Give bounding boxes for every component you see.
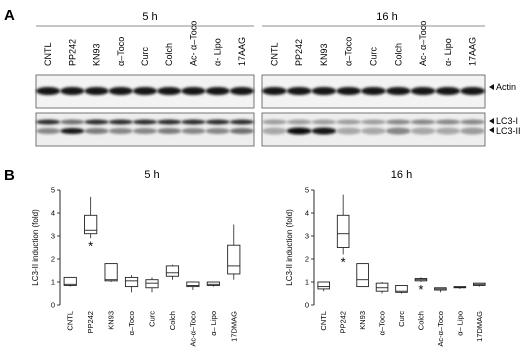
box (228, 245, 240, 274)
y-tick-label: 1 (50, 277, 55, 287)
actin-band (312, 87, 337, 95)
box-chart-16h (285, 169, 485, 347)
lc3ii-band (157, 128, 181, 134)
lane-label: Ac- α–Toco (188, 20, 199, 66)
box (85, 215, 97, 233)
category-label: Curc (397, 311, 406, 327)
actin-band (36, 87, 60, 95)
y-tick-label: 3 (50, 231, 55, 241)
lane-label: α–Toco (115, 36, 126, 66)
box (146, 280, 158, 288)
lc3i-band (206, 120, 230, 125)
y-tick-label: 3 (304, 231, 309, 241)
lc3ii-arrow-icon (489, 127, 494, 133)
box (357, 264, 369, 287)
lane-label: 17AAG (236, 36, 247, 66)
actin-arrow-icon (489, 84, 494, 90)
actin-band (361, 87, 386, 95)
lc3ii-label: LC3-II (496, 126, 521, 136)
actin-band (230, 87, 254, 95)
box (105, 264, 117, 281)
lane-label: α- Lipo (212, 38, 223, 66)
lc3i-band (230, 120, 254, 125)
y-tick-label: 0 (304, 300, 309, 310)
actin-band (336, 87, 361, 95)
actin-band (181, 87, 205, 95)
lc3ii-band (133, 128, 157, 134)
actin-band (206, 87, 230, 95)
lc3ii-band (386, 128, 411, 135)
significance-star: * (418, 282, 424, 297)
lc3ii-band (60, 128, 84, 134)
chart-title: 5 h (144, 169, 160, 181)
lc3i-band (262, 120, 287, 125)
box (125, 277, 137, 286)
box (376, 283, 388, 291)
lc3i-band (361, 120, 386, 125)
lc3i-band (157, 120, 181, 125)
actin-band (411, 87, 436, 95)
box (187, 282, 199, 287)
lane-label: Ac- α–Toco (418, 20, 429, 66)
lc3ii-band (287, 128, 312, 135)
category-label: α– Lipo (208, 311, 218, 336)
actin-band (460, 87, 485, 95)
lc3ii-band (411, 128, 436, 135)
lc3i-band (386, 120, 411, 125)
category-label: Ac-α–Toco (435, 311, 445, 347)
lane-labels-16h (269, 21, 477, 66)
lc3ii-band (84, 128, 108, 134)
category-label: α–Toco (377, 311, 387, 336)
y-tick-label: 2 (304, 254, 309, 264)
time-label-5h: 5 h (142, 11, 158, 23)
lc3ii-band (230, 128, 254, 134)
lc3i-band (287, 120, 312, 125)
lane-label: KN93 (318, 43, 329, 66)
box (337, 215, 349, 247)
lc3ii-band (460, 128, 485, 135)
significance-star: * (340, 254, 346, 270)
actin-band (133, 87, 157, 95)
actin-band (84, 87, 108, 95)
actin-band (262, 87, 287, 95)
lane-label: α- Lipo (442, 38, 453, 66)
category-label: 17DMAG (229, 311, 239, 342)
lc3i-band (460, 120, 485, 125)
lc3i-arrow-icon (489, 118, 494, 124)
lc3i-band (109, 120, 133, 125)
category-label: PP242 (86, 311, 96, 334)
significance-star: * (88, 238, 94, 254)
lc3ii-band (312, 128, 337, 135)
lc3i-band (312, 120, 337, 125)
lane-label: Curc (368, 46, 379, 66)
y-axis-label: LC3-II induction (fold) (285, 209, 294, 286)
y-tick-label: 1 (304, 277, 309, 287)
actin-band (60, 87, 84, 95)
category-label: α– Lipo (455, 311, 465, 336)
actin-label: Actin (496, 82, 517, 92)
category-label: CNTL (65, 311, 75, 331)
actin-band (386, 87, 411, 95)
lc3ii-band (262, 128, 287, 135)
box (207, 282, 219, 285)
lc3ii-band (109, 128, 133, 134)
lane-labels-5h (43, 21, 247, 66)
y-tick-label: 5 (304, 185, 309, 195)
actin-band (157, 87, 181, 95)
panel-a-label: A (4, 7, 15, 24)
chart-title: 16 h (390, 169, 413, 181)
category-label: Curc (147, 311, 157, 327)
category-label: Ac-α–Toco (188, 311, 198, 347)
lane-label: CNTL (269, 42, 280, 66)
lane-label: PP242 (67, 38, 78, 66)
category-label: PP242 (338, 311, 348, 334)
lane-label: Colch (393, 42, 404, 66)
lc3ii-band (435, 128, 460, 135)
time-label-16h: 16 h (376, 11, 398, 23)
y-tick-label: 4 (304, 208, 309, 218)
category-label: CNTL (319, 311, 329, 331)
box (318, 282, 330, 289)
actin-band (435, 87, 460, 95)
category-label: α–Toco (127, 311, 137, 336)
lane-label: Curc (140, 46, 150, 66)
lc3i-band (411, 120, 436, 125)
lc3i-band (435, 120, 460, 125)
category-label: KN93 (106, 311, 116, 330)
lc3ii-band (361, 128, 386, 135)
lc3i-band (133, 120, 157, 125)
y-tick-label: 5 (50, 185, 55, 195)
y-tick-label: 4 (50, 208, 55, 218)
lane-label: CNTL (43, 42, 54, 66)
lc3i-band (181, 120, 205, 125)
lane-label: PP242 (294, 38, 305, 66)
lane-label: Colch (164, 42, 175, 66)
box (166, 266, 178, 276)
lc3ii-band (336, 128, 361, 135)
lc3i-band (36, 120, 60, 125)
category-label: KN93 (358, 311, 368, 330)
category-label: Colch (416, 311, 426, 331)
lc3ii-band (206, 128, 230, 134)
lc3i-band (84, 120, 108, 125)
lane-label: 17AAG (467, 36, 478, 66)
y-tick-label: 0 (50, 300, 55, 310)
lc3i-label: LC3-I (496, 116, 519, 126)
lc3ii-band (181, 128, 205, 134)
y-tick-label: 2 (50, 254, 55, 264)
actin-band (109, 87, 133, 95)
box-chart-5h (31, 169, 240, 347)
lane-label: KN93 (91, 43, 102, 66)
lane-label: α–Toco (343, 36, 354, 66)
lc3i-band (336, 120, 361, 125)
y-axis-label: LC3-II induction (fold) (31, 209, 40, 286)
panel-b-label: B (4, 167, 15, 184)
lc3ii-band (36, 128, 60, 134)
category-label: Colch (167, 311, 177, 331)
lc3i-band (60, 120, 84, 125)
actin-band (287, 87, 312, 95)
category-label: 17DMAG (474, 311, 484, 342)
